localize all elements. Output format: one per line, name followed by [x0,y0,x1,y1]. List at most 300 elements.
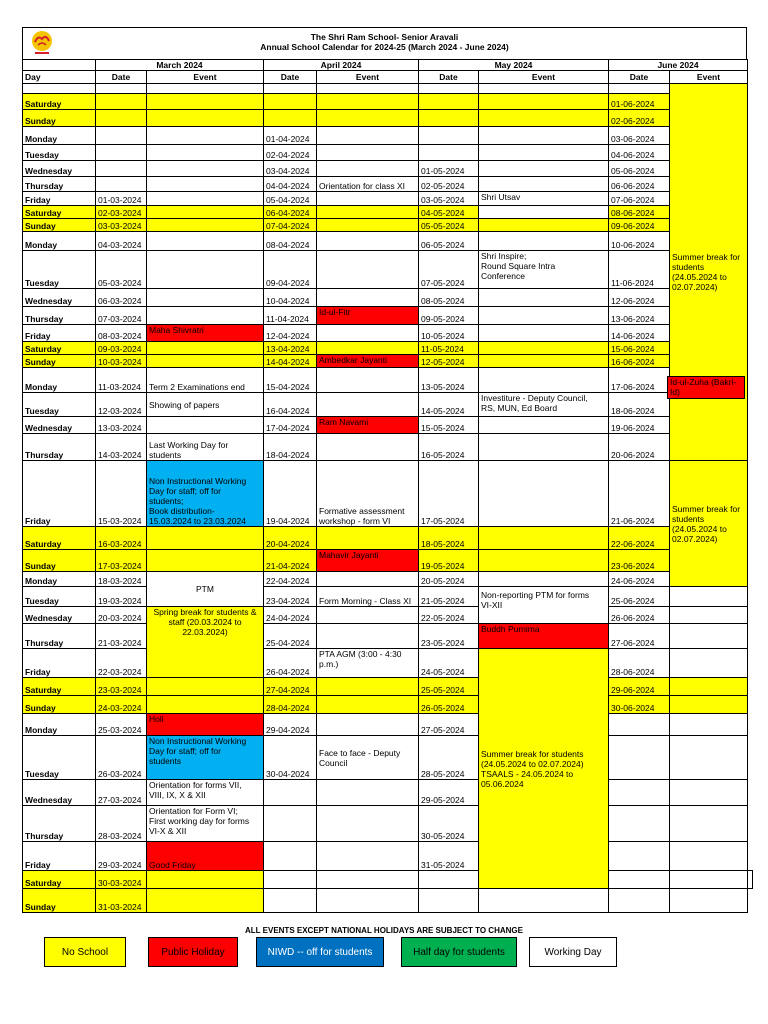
date-cell-april: 19-04-2024 [264,461,317,527]
table-row [23,587,753,607]
day-cell: Friday [23,842,96,871]
table-cell [147,177,264,192]
day-cell: Sunday [23,219,96,232]
date-cell-april [264,94,317,110]
table-cell [670,624,748,649]
table-row [23,289,753,307]
table-cell [317,842,419,871]
event-cell-march: Maha Shivratri [147,325,264,342]
date-cell-june: 16-06-2024 [609,355,670,368]
table-cell [317,251,419,289]
day-cell: Thursday [23,177,96,192]
table-cell [317,607,419,624]
table-cell [147,161,264,177]
date-cell-march: 11-03-2024 [96,368,147,393]
table-cell [670,714,748,736]
table-cell [317,527,419,550]
date-cell-june: 10-06-2024 [609,232,670,251]
date-cell-june: 08-06-2024 [609,206,670,219]
date-cell-may: 29-05-2024 [419,780,479,806]
date-cell-june: 24-06-2024 [609,572,670,587]
date-cell-june: 03-06-2024 [609,127,670,145]
day-cell: Wednesday [23,607,96,624]
table-cell [317,624,419,649]
table-row [23,842,753,871]
date-cell-march [96,94,147,110]
day-cell: Saturday [23,527,96,550]
day-cell: Tuesday [23,587,96,607]
table-cell [670,806,748,842]
table-cell [317,325,419,342]
date-cell-may [419,889,479,913]
month-header-june: June 2024 [609,60,748,71]
date-cell-may: 04-05-2024 [419,206,479,219]
day-cell: Saturday [23,871,96,889]
day-cell: Saturday [23,342,96,355]
table-cell [317,368,419,393]
event-cell-march: Non Instructional Working Day for staff; off for students; Book distribution- 15.03.2024 to 23.03.2024 [147,461,264,527]
table-cell [479,307,609,325]
table-row [23,780,753,806]
table-cell [147,678,264,696]
table-row [23,393,753,417]
table-cell [317,84,419,94]
event-cell-may: Summer break for students (24.05.2024 to 02.07.2024) TSAALS - 24.05.2024 to 05.06.2024 [479,649,609,889]
day-cell: Friday [23,461,96,527]
day-cell: Thursday [23,434,96,461]
table-cell [317,434,419,461]
table-cell [147,251,264,289]
date-cell-april: 24-04-2024 [264,607,317,624]
date-cell-march: 30-03-2024 [96,871,147,889]
table-cell [317,206,419,219]
day-cell: Monday [23,572,96,587]
table-row [23,177,753,192]
date-cell-march: 29-03-2024 [96,842,147,871]
date-cell-april: 30-04-2024 [264,736,317,780]
date-cell-may: 15-05-2024 [419,417,479,434]
calendar-table [22,59,753,913]
table-cell [479,127,609,145]
date-cell-may: 19-05-2024 [419,550,479,572]
date-cell-june [609,842,670,871]
table-cell [147,192,264,206]
date-cell-may [419,145,479,161]
date-cell-june: 23-06-2024 [609,550,670,572]
date-cell-march: 05-03-2024 [96,251,147,289]
table-row [23,355,753,368]
date-cell-may: 08-05-2024 [419,289,479,307]
date-cell-june: 05-06-2024 [609,161,670,177]
date-cell-may: 12-05-2024 [419,355,479,368]
day-cell: Wednesday [23,161,96,177]
table-cell [479,219,609,232]
date-cell-june: 12-06-2024 [609,289,670,307]
table-cell [317,871,419,889]
table-row [23,307,753,325]
date-cell-june: 19-06-2024 [609,417,670,434]
corner-cell [23,60,96,71]
table-cell [479,889,609,913]
date-cell-march [96,145,147,161]
table-cell [670,696,748,714]
event-cell-june-id-ul-zuha: Id-ul-Zuha (Bakri-Id) [667,376,745,399]
table-cell [317,714,419,736]
date-cell-june: 02-06-2024 [609,110,670,127]
date-cell-may: 11-05-2024 [419,342,479,355]
column-header-event: Event [147,71,264,84]
day-cell: Saturday [23,206,96,219]
table-cell [479,145,609,161]
date-cell-march: 16-03-2024 [96,527,147,550]
table-row [23,145,753,161]
table-cell [147,84,264,94]
table-row [23,649,753,678]
date-cell-march: 23-03-2024 [96,678,147,696]
column-header-event: Event [479,71,609,84]
date-cell-march: 20-03-2024 [96,607,147,624]
event-cell-may: Buddh Purnima [479,624,609,649]
table-row [23,527,753,550]
date-cell-june: 28-06-2024 [609,649,670,678]
table-row [23,714,753,736]
event-cell-april: PTA AGM (3:00 - 4:30 p.m.) [317,649,419,678]
legend-label: Half day for students [413,946,505,958]
date-cell-march: 25-03-2024 [96,714,147,736]
column-header-date: Date [419,71,479,84]
date-cell-april: 16-04-2024 [264,393,317,417]
date-cell-may: 06-05-2024 [419,232,479,251]
table-row [23,232,753,251]
day-cell: Thursday [23,806,96,842]
date-cell-may: 05-05-2024 [419,219,479,232]
table-cell [670,587,748,607]
table-cell [317,889,419,913]
date-cell-march [96,177,147,192]
day-cell: Sunday [23,889,96,913]
table-cell [670,780,748,806]
date-cell-april: 14-04-2024 [264,355,317,368]
column-header-date: Date [96,71,147,84]
event-cell-march: PTM [147,572,264,607]
date-cell-june: 22-06-2024 [609,527,670,550]
event-cell-march: Holi [147,714,264,736]
table-row [23,94,753,110]
legend-no-school [44,937,126,967]
date-cell-march: 08-03-2024 [96,325,147,342]
table-cell [147,219,264,232]
date-cell-may: 03-05-2024 [419,192,479,206]
date-cell-june [609,806,670,842]
date-cell-may: 07-05-2024 [419,251,479,289]
date-cell-april: 08-04-2024 [264,232,317,251]
table-cell [479,461,609,527]
table-cell [317,806,419,842]
date-cell-march: 07-03-2024 [96,307,147,325]
table-cell [147,232,264,251]
date-cell-april: 28-04-2024 [264,696,317,714]
date-cell-april: 11-04-2024 [264,307,317,325]
table-row [23,550,753,572]
table-cell [479,84,609,94]
table-cell [609,871,670,889]
event-cell-april: Formative assessment workshop - form VI [317,461,419,527]
legend-label: No School [61,946,109,958]
date-cell-may: 10-05-2024 [419,325,479,342]
event-cell-may: Shri Utsav [479,192,609,206]
date-cell-may: 21-05-2024 [419,587,479,607]
table-row [23,678,753,696]
table-cell [670,649,748,678]
event-cell-may: Investiture - Deputy Council, RS, MUN, Ed Board [479,393,609,417]
column-header-date: Date [609,71,670,84]
day-cell: Sunday [23,110,96,127]
date-cell-march: 06-03-2024 [96,289,147,307]
date-cell-may: 31-05-2024 [419,842,479,871]
date-cell-april [264,780,317,806]
table-cell [147,342,264,355]
day-cell: Saturday [23,94,96,110]
day-cell: Friday [23,649,96,678]
table-cell [147,527,264,550]
table-cell [147,550,264,572]
date-cell-may: 27-05-2024 [419,714,479,736]
table-cell [317,127,419,145]
event-cell-march [147,94,264,110]
date-cell-april: 26-04-2024 [264,649,317,678]
legend-half-day [401,937,517,967]
date-cell-june: 21-06-2024 [609,461,670,527]
date-cell-june: 09-06-2024 [609,219,670,232]
table-cell [147,289,264,307]
date-cell-may: 24-05-2024 [419,649,479,678]
day-cell: Friday [23,192,96,206]
date-cell-may: 20-05-2024 [419,572,479,587]
table-cell [609,84,670,94]
day-cell: Tuesday [23,393,96,417]
table-cell [479,342,609,355]
date-cell-may: 26-05-2024 [419,696,479,714]
date-cell-may [419,871,479,889]
date-cell-may: 17-05-2024 [419,461,479,527]
table-cell [479,232,609,251]
table-cell [23,84,96,94]
date-cell-march: 03-03-2024 [96,219,147,232]
date-cell-march: 09-03-2024 [96,342,147,355]
day-cell: Tuesday [23,251,96,289]
event-cell-april: Face to face - Deputy Council [317,736,419,780]
date-cell-march: 10-03-2024 [96,355,147,368]
date-cell-april: 04-04-2024 [264,177,317,192]
legend-label: Public Holiday [161,946,225,958]
date-cell-march [96,161,147,177]
table-cell [670,678,748,696]
date-cell-may: 14-05-2024 [419,393,479,417]
date-cell-april: 09-04-2024 [264,251,317,289]
table-cell [479,206,609,219]
event-cell-march: Good Friday [147,842,264,871]
date-cell-may: 22-05-2024 [419,607,479,624]
event-cell-march: Spring break for students & staff (20.03.2024 to 22.03.2024) [147,607,264,678]
table-cell [317,393,419,417]
date-cell-april: 10-04-2024 [264,289,317,307]
table-cell [670,842,748,871]
day-cell: Sunday [23,550,96,572]
date-cell-april: 21-04-2024 [264,550,317,572]
date-cell-april: 20-04-2024 [264,527,317,550]
legend-label: Working Day [544,946,602,958]
table-cell [317,110,419,127]
table-cell [317,161,419,177]
table-cell [147,110,264,127]
event-cell-april: Orientation for class XI [317,177,419,192]
date-cell-march: 31-03-2024 [96,889,147,913]
date-cell-march: 02-03-2024 [96,206,147,219]
legend-label: NIWD -- off for students [267,946,373,958]
date-cell-june [609,889,670,913]
date-cell-april [264,806,317,842]
table-cell [96,84,147,94]
date-cell-april: 12-04-2024 [264,325,317,342]
table-row [23,572,753,587]
event-cell-march: Term 2 Examinations end [147,368,264,393]
date-cell-march [96,127,147,145]
table-cell [479,177,609,192]
table-cell [317,572,419,587]
column-header-date: Date [264,71,317,84]
table-cell [419,84,479,94]
school-title: The Shri Ram School- Senior Aravali [310,32,459,42]
date-cell-april: 05-04-2024 [264,192,317,206]
date-cell-may: 16-05-2024 [419,434,479,461]
date-cell-june: 17-06-2024 [609,368,670,393]
date-cell-april: 01-04-2024 [264,127,317,145]
date-cell-june: 20-06-2024 [609,434,670,461]
date-cell-april: 15-04-2024 [264,368,317,393]
event-cell-april: Mahavir Jayanti [317,550,419,572]
table-cell [670,736,748,780]
date-cell-june: 13-06-2024 [609,307,670,325]
date-cell-april [264,110,317,127]
table-row [23,325,753,342]
day-cell: Thursday [23,624,96,649]
footer-note: ALL EVENTS EXCEPT NATIONAL HOLIDAYS ARE SUBJECT TO CHANGE [245,926,523,935]
date-cell-may: 01-05-2024 [419,161,479,177]
day-cell: Tuesday [23,736,96,780]
table-row [23,368,753,393]
date-cell-april: 27-04-2024 [264,678,317,696]
table-cell [748,871,753,889]
table-cell [479,325,609,342]
day-cell: Monday [23,232,96,251]
day-cell: Monday [23,714,96,736]
table-cell [479,355,609,368]
table-cell [317,780,419,806]
day-cell: Friday [23,325,96,342]
table-cell [317,192,419,206]
date-cell-may: 02-05-2024 [419,177,479,192]
date-cell-march: 26-03-2024 [96,736,147,780]
month-header-april: April 2024 [264,60,419,71]
table-cell [147,417,264,434]
day-cell: Saturday [23,678,96,696]
table-cell [479,289,609,307]
date-cell-april [264,871,317,889]
date-cell-april: 25-04-2024 [264,624,317,649]
date-cell-may: 09-05-2024 [419,307,479,325]
table-row [23,417,753,434]
event-cell-april: Ambedkar Jayanti [317,355,419,368]
column-header-event: Event [670,71,748,84]
table-row [23,806,753,842]
table-cell [264,84,317,94]
date-cell-june: 26-06-2024 [609,607,670,624]
date-cell-march: 12-03-2024 [96,393,147,417]
date-cell-march: 24-03-2024 [96,696,147,714]
date-cell-june: 27-06-2024 [609,624,670,649]
legend-working-day [529,937,617,967]
date-cell-june: 06-06-2024 [609,177,670,192]
table-row [23,161,753,177]
date-cell-march: 01-03-2024 [96,192,147,206]
table-cell [147,127,264,145]
date-cell-april: 02-04-2024 [264,145,317,161]
date-cell-april: 29-04-2024 [264,714,317,736]
table-row [23,871,753,889]
legend-niwd [256,937,384,967]
date-cell-june [609,780,670,806]
table-cell [317,219,419,232]
table-row [23,624,753,649]
table-cell [479,417,609,434]
day-cell: Sunday [23,355,96,368]
date-cell-june [609,736,670,780]
table-cell [479,110,609,127]
date-cell-may [419,127,479,145]
date-cell-march: 19-03-2024 [96,587,147,607]
date-cell-april: 18-04-2024 [264,434,317,461]
date-cell-june [670,871,748,889]
date-cell-march: 21-03-2024 [96,624,147,649]
table-cell [317,342,419,355]
day-cell: Wednesday [23,289,96,307]
date-cell-march: 28-03-2024 [96,806,147,842]
month-header-may: May 2024 [419,60,609,71]
column-header-day: Day [23,71,96,84]
date-cell-june: 25-06-2024 [609,587,670,607]
date-cell-march: 15-03-2024 [96,461,147,527]
table-row [23,696,753,714]
date-cell-june: 07-06-2024 [609,192,670,206]
table-row [23,434,753,461]
date-cell-april [264,889,317,913]
table-row [23,461,753,527]
table-cell [147,871,264,889]
table-cell [317,696,419,714]
table-row [23,607,753,624]
table-cell [317,678,419,696]
calendar-subtitle: Annual School Calendar for 2024-25 (March 2024 - June 2024) [260,42,509,52]
day-cell: Sunday [23,696,96,714]
date-cell-march: 14-03-2024 [96,434,147,461]
date-cell-june: 15-06-2024 [609,342,670,355]
event-cell-april: Ram Navami [317,417,419,434]
table-cell [479,434,609,461]
date-cell-april: 06-04-2024 [264,206,317,219]
date-cell-march: 17-03-2024 [96,550,147,572]
table-row [23,110,753,127]
table-row [23,127,753,145]
